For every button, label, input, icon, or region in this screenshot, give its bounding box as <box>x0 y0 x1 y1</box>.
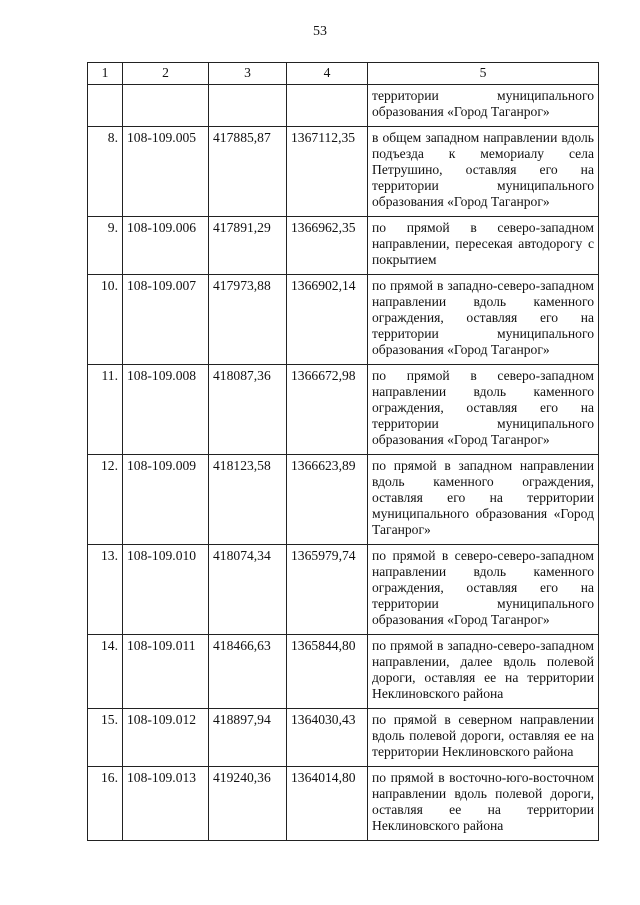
point-code-cell: 108-109.005 <box>123 127 209 217</box>
y-coordinate-cell: 1365979,74 <box>287 545 368 635</box>
table-body <box>88 63 599 841</box>
boundary-description-cell: в общем западном направлении вдоль подъезда к мемориалу села Петрушино, оставляя его на территории муниципального образования «Город Таганрог» <box>368 127 599 217</box>
page-number: 53 <box>313 24 327 39</box>
boundary-description-cell: территории муниципального образования «Город Таганрог» <box>368 85 599 127</box>
x-coordinate-cell: 418466,63 <box>209 635 287 709</box>
x-coordinate-cell: 418074,34 <box>209 545 287 635</box>
y-coordinate-cell: 1366623,89 <box>287 455 368 545</box>
y-coordinate-cell: 1366902,14 <box>287 275 368 365</box>
boundary-description-cell: по прямой в северо-западном направлении, пересекая автодорогу с покрытием <box>368 217 599 275</box>
row-number-cell: 9. <box>88 217 123 275</box>
x-coordinate-cell: 417891,29 <box>209 217 287 275</box>
point-code-cell: 108-109.013 <box>123 767 209 841</box>
table-row <box>88 217 599 275</box>
y-coordinate-cell: 1365844,80 <box>287 635 368 709</box>
point-code-cell: 108-109.007 <box>123 275 209 365</box>
row-number-cell: 16. <box>88 767 123 841</box>
table-row <box>88 545 599 635</box>
table-row <box>88 127 599 217</box>
table-row <box>88 709 599 767</box>
column-header: 5 <box>368 63 599 85</box>
x-coordinate-cell: 417973,88 <box>209 275 287 365</box>
point-code-cell: 108-109.009 <box>123 455 209 545</box>
x-coordinate-cell: 418897,94 <box>209 709 287 767</box>
x-coordinate-cell: 417885,87 <box>209 127 287 217</box>
x-coordinate-cell: 418123,58 <box>209 455 287 545</box>
boundary-description-cell: по прямой в западно-северо-западном направлении, далее вдоль полевой дороги, оставляя ее на территории Неклиновского района <box>368 635 599 709</box>
table-header-row <box>88 63 599 85</box>
boundary-description-cell: по прямой в западно-северо-западном направлении вдоль каменного ограждения, оставляя его на территории муниципального образования «Город Таганрог» <box>368 275 599 365</box>
column-header: 2 <box>123 63 209 85</box>
boundary-description-cell: по прямой в восточно-юго-восточном направлении вдоль полевой дороги, оставляя ее на территории Неклиновского района <box>368 767 599 841</box>
y-coordinate-cell: 1366672,98 <box>287 365 368 455</box>
column-header: 1 <box>88 63 123 85</box>
table-row <box>88 85 599 127</box>
row-number-cell <box>88 85 123 127</box>
row-number-cell: 11. <box>88 365 123 455</box>
table-row <box>88 365 599 455</box>
boundary-description-cell: по прямой в западном направлении вдоль каменного ограждения, оставляя его на территории муниципального образования «Город Таганрог» <box>368 455 599 545</box>
y-coordinate-cell: 1364030,43 <box>287 709 368 767</box>
boundary-description-cell: по прямой в северо-северо-западном направлении вдоль каменного ограждения, оставляя его на территории муниципального образования «Город Таганрог» <box>368 545 599 635</box>
table-row <box>88 275 599 365</box>
point-code-cell: 108-109.010 <box>123 545 209 635</box>
x-coordinate-cell: 418087,36 <box>209 365 287 455</box>
boundary-description-cell: по прямой в северо-западном направлении вдоль каменного ограждения, оставляя его на территории муниципального образования «Город Таганрог» <box>368 365 599 455</box>
column-header: 3 <box>209 63 287 85</box>
x-coordinate-cell: 419240,36 <box>209 767 287 841</box>
row-number-cell: 10. <box>88 275 123 365</box>
row-number-cell: 8. <box>88 127 123 217</box>
table-row <box>88 635 599 709</box>
row-number-cell: 12. <box>88 455 123 545</box>
y-coordinate-cell <box>287 85 368 127</box>
point-code-cell: 108-109.012 <box>123 709 209 767</box>
row-number-cell: 14. <box>88 635 123 709</box>
column-header: 4 <box>287 63 368 85</box>
y-coordinate-cell: 1364014,80 <box>287 767 368 841</box>
row-number-cell: 13. <box>88 545 123 635</box>
point-code-cell: 108-109.008 <box>123 365 209 455</box>
boundary-description-cell: по прямой в северном направлении вдоль полевой дороги, оставляя ее на территории Неклиновского района <box>368 709 599 767</box>
point-code-cell: 108-109.006 <box>123 217 209 275</box>
point-code-cell: 108-109.011 <box>123 635 209 709</box>
table-row <box>88 767 599 841</box>
y-coordinate-cell: 1367112,35 <box>287 127 368 217</box>
point-code-cell <box>123 85 209 127</box>
x-coordinate-cell <box>209 85 287 127</box>
table-row <box>88 455 599 545</box>
boundary-coordinates-table <box>87 62 599 841</box>
row-number-cell: 15. <box>88 709 123 767</box>
y-coordinate-cell: 1366962,35 <box>287 217 368 275</box>
